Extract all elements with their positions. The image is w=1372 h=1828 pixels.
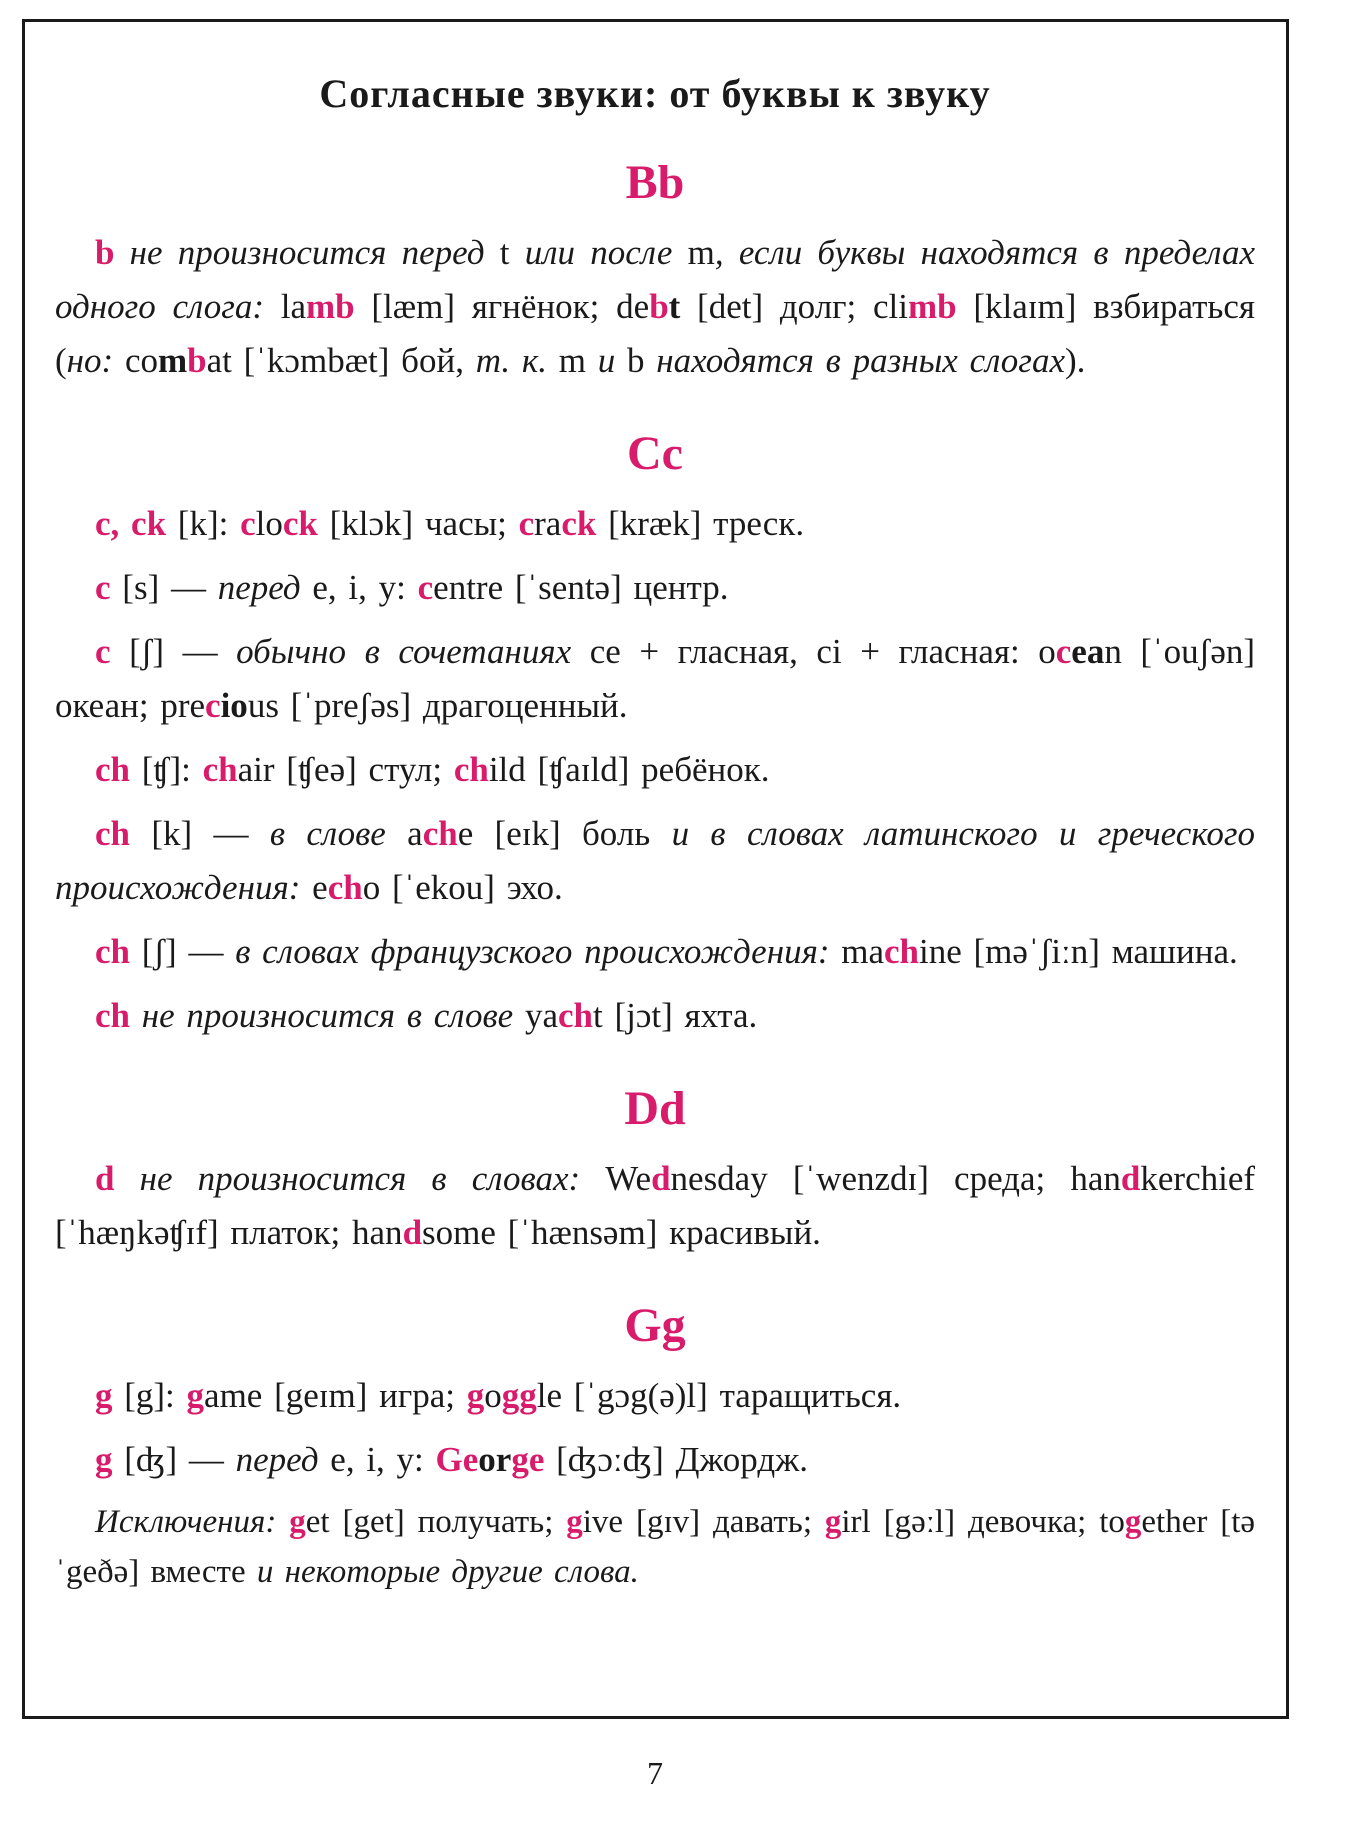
highlighted-letters: ch: [557, 996, 593, 1035]
highlighted-letters: c: [95, 568, 111, 607]
example-text: o [ˈekou] эхо.: [362, 868, 563, 907]
page-title: Согласные звуки: от буквы к звуку: [319, 71, 991, 116]
highlighted-letters: ch: [95, 932, 130, 971]
highlighted-letters: c: [1055, 632, 1072, 671]
example-text: entre [ˈsentə] центр.: [433, 568, 729, 607]
example-text: m: [687, 233, 715, 272]
rule-text: в словах французского происхождения:: [235, 932, 830, 971]
highlighted-letters: ck: [561, 504, 597, 543]
rule-text: находятся в разных слогах: [656, 341, 1065, 380]
rule-text: но:: [66, 341, 114, 380]
section-heading-g: Gg: [624, 1299, 686, 1352]
example-text: e, i, y:: [300, 568, 418, 607]
example-text: ma: [829, 932, 885, 971]
example-text: [ʃ] —: [110, 632, 237, 671]
example-text: et [get] получать;: [305, 1504, 567, 1540]
example-text: [276, 1504, 289, 1540]
rule-text: и: [597, 341, 616, 380]
highlighted-letters: ch: [95, 996, 130, 1035]
bold-letters: m: [157, 341, 188, 380]
highlighted-letters: mb: [907, 287, 957, 326]
highlighted-letters: g: [466, 1376, 485, 1415]
example-text: e, i, y:: [318, 1440, 436, 1479]
rule-text: не произносится перед: [114, 233, 500, 272]
example-text: ce + гласная, ci + гласная: o: [571, 632, 1056, 671]
example-text: [kræk] треск.: [596, 504, 805, 543]
highlighted-letters: ck: [282, 504, 318, 543]
example-text: kerchief [ˈhæŋkəʧɪf] платок; han: [55, 1159, 1256, 1252]
example-text: [k] —: [130, 814, 270, 853]
example-text: ild [ʧaɪld] ребёнок.: [488, 750, 770, 789]
example-text: [ʤɔːʤ] Джордж.: [544, 1440, 809, 1479]
highlighted-letters: ch: [884, 932, 920, 971]
highlighted-letters: d: [95, 1159, 115, 1198]
example-text: [ʤ] —: [112, 1440, 236, 1479]
rule-text: перед: [217, 568, 301, 607]
rule-ch-k: [55, 807, 1255, 915]
rule-text: перед: [235, 1440, 319, 1479]
highlighted-letters: g: [95, 1440, 113, 1479]
page-content: [55, 42, 1255, 1597]
rule-d-silent: [55, 1152, 1255, 1260]
highlighted-letters: g: [566, 1504, 583, 1540]
rule-c-s: [55, 561, 1255, 615]
example-text: t [jɔt] яхта.: [592, 996, 758, 1035]
rule-text: не произносится в словах:: [114, 1159, 581, 1198]
rule-text: обычно в сочетаниях: [236, 632, 572, 671]
highlighted-letters: ch: [95, 750, 130, 789]
highlighted-letters: ch: [327, 868, 363, 907]
rule-g-exceptions: [55, 1497, 1255, 1597]
example-text: la: [264, 287, 307, 326]
example-text: [det] долг; cli: [680, 287, 908, 326]
example-text: n [ˈouʃən] океан; pre: [55, 632, 1256, 725]
highlighted-letters: ch: [453, 750, 489, 789]
rule-b-silent: [55, 226, 1255, 388]
highlighted-letters: ge: [511, 1440, 545, 1479]
highlighted-letters: gg: [501, 1376, 537, 1415]
highlighted-letters: g: [824, 1504, 842, 1540]
highlighted-letters: c, ck: [95, 504, 167, 543]
rule-ch-silent: [55, 989, 1255, 1043]
example-text: co: [113, 341, 158, 380]
example-text: air [ʧeə] стул;: [237, 750, 454, 789]
rule-text: или после: [509, 233, 688, 272]
highlighted-letters: g: [186, 1376, 205, 1415]
highlighted-letters: b: [95, 233, 115, 272]
example-text: [ʃ] —: [130, 932, 236, 971]
rule-text: , если буквы находятся в пределах одного слога:: [55, 233, 1256, 326]
example-text: us [ˈpreʃəs] драгоценный.: [247, 686, 628, 725]
example-text: irl [gəːl] девочка; to: [841, 1504, 1125, 1540]
highlighted-letters: c: [240, 504, 256, 543]
highlighted-letters: c: [518, 504, 535, 543]
example-text: some [ˈhænsəm] красивый.: [422, 1213, 821, 1252]
highlighted-letters: d: [651, 1159, 671, 1198]
highlighted-letters: ch: [422, 814, 458, 853]
example-text: nesday [ˈwenzdɪ] среда; han: [670, 1159, 1121, 1198]
example-text: ether [təˈgeðə] вместе: [55, 1504, 1256, 1590]
bold-letters: or: [478, 1440, 512, 1479]
highlighted-letters: c: [95, 632, 111, 671]
example-text: [ʧ]:: [130, 750, 203, 789]
highlighted-letters: g: [95, 1376, 113, 1415]
highlighted-letters: g: [289, 1504, 306, 1540]
highlighted-letters: mb: [306, 287, 355, 326]
example-text: ra: [534, 504, 562, 543]
highlighted-letters: g: [1124, 1504, 1142, 1540]
example-text: m: [547, 341, 598, 380]
highlighted-letters: Ge: [435, 1440, 479, 1479]
rule-text: в слове: [269, 814, 386, 853]
example-text: lo: [255, 504, 283, 543]
highlighted-letters: d: [1120, 1159, 1141, 1198]
highlighted-letters: b: [649, 287, 669, 326]
example-text: a: [385, 814, 423, 853]
example-text: ive [gɪv] давать;: [582, 1504, 825, 1540]
bold-letters: ea: [1071, 632, 1105, 671]
example-text: ya: [513, 996, 558, 1035]
rule-g-hard: [55, 1369, 1255, 1423]
rule-text: и в словах латинского и греческого происхождения:: [55, 814, 1255, 907]
highlighted-letters: ch: [95, 814, 130, 853]
example-text: [klɔk] часы;: [317, 504, 519, 543]
example-text: ).: [1065, 341, 1086, 380]
rule-text: Исключения:: [95, 1504, 277, 1540]
bold-letters: t: [668, 287, 681, 326]
page-number: 7: [647, 1755, 663, 1791]
rule-g-soft: [55, 1433, 1255, 1487]
rule-c-ck-k: [55, 497, 1255, 551]
highlighted-letters: c: [205, 686, 221, 725]
example-text: [g]:: [112, 1376, 187, 1415]
example-text: We: [580, 1159, 652, 1198]
bold-letters: io: [220, 686, 248, 725]
example-text: [læm] ягнёнок; de: [354, 287, 650, 326]
example-text: at [ˈkɔmbæt] бой,: [206, 341, 476, 380]
example-text: o: [484, 1376, 502, 1415]
section-heading-b: Bb: [625, 156, 685, 209]
rule-text: т. к.: [475, 341, 548, 380]
rule-text: и некоторые другие слова.: [256, 1554, 639, 1590]
page-frame: [22, 19, 1289, 1719]
example-text: [s] —: [110, 568, 218, 607]
highlighted-letters: ch: [202, 750, 238, 789]
section-heading-c: Cc: [627, 427, 683, 480]
example-text: t: [499, 233, 510, 272]
rule-ch-tsh: [55, 743, 1255, 797]
highlighted-letters: b: [187, 341, 207, 380]
example-text: le [ˈgɔg(ə)l] таращиться.: [536, 1376, 902, 1415]
example-text: e: [300, 868, 328, 907]
example-text: ame [geɪm] игра;: [204, 1376, 467, 1415]
example-text: [k]:: [166, 504, 241, 543]
highlighted-letters: d: [402, 1213, 423, 1252]
rule-c-sh: [55, 625, 1255, 733]
highlighted-letters: c: [417, 568, 434, 607]
example-text: b: [615, 341, 657, 380]
example-text: ine [məˈʃiːn] машина.: [919, 932, 1238, 971]
example-text: [klaɪm] взбираться (: [55, 287, 1255, 380]
rule-ch-sh: [55, 925, 1255, 979]
example-text: e [eɪk] боль: [457, 814, 672, 853]
rule-text: не произносится в слове: [130, 996, 514, 1035]
section-heading-d: Dd: [624, 1082, 686, 1135]
